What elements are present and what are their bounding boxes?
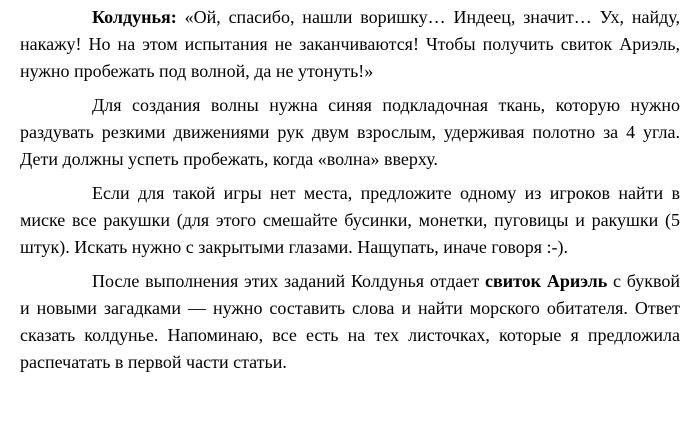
speaker-label: Колдунья: (92, 7, 177, 27)
witch-speech-text: «Ой, спасибо, нашли воришку… Индеец, значит… Ух, найду, накажу! Но на этом испытания не заканчиваются! Чтобы получить свиток Ариэль, нужно пробежать под волной, да не утонуть!» (20, 7, 680, 81)
paragraph-scroll-reward (20, 268, 680, 376)
reward-text-before: После выполнения этих заданий Колдунья отдает (92, 271, 485, 291)
reward-text-after: с буквой и новыми загадками — нужно составить слова и найти морского обитателя. Ответ сказать колдунье. Напоминаю, все есть на тех листочках, которые я предложила распечатать в первой части статьи. (20, 271, 680, 372)
paragraph-wave-instructions: Для создания волны нужна синяя подкладочная ткань, которую нужно раздувать резкими движениями рук двум взрослым, удерживая полотно за 4 угла. Дети должны успеть пробежать, когда «волна» вверху. (20, 95, 680, 169)
paragraph-witch-speech (20, 4, 680, 85)
scroll-ariel-bold: свиток Ариэль (485, 271, 608, 291)
paragraph-alternative-game: Если для такой игры нет места, предложите одному из игроков найти в миске все ракушки (для этого смешайте бусинки, монетки, пуговицы и ракушки (5 штук). Искать нужно с закрытыми глазами. Нащупать, иначе говоря :-). (20, 183, 680, 257)
